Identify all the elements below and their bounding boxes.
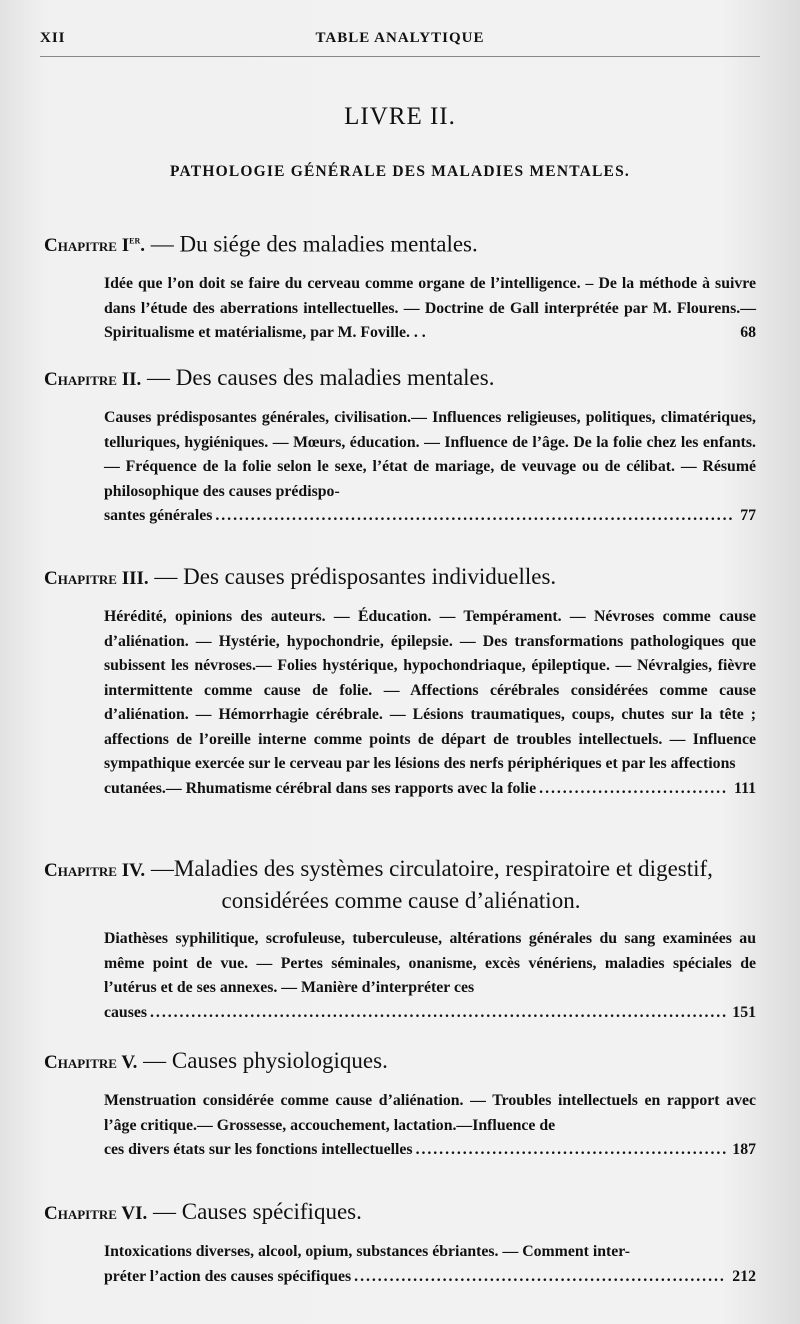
chapter-summary	[104, 1240, 756, 1289]
page-folio: XII	[40, 30, 66, 46]
chapter-title: — Du siége des maladies mentales.	[150, 231, 478, 257]
chapter-leader-dots: . .	[413, 324, 426, 342]
chapter-title-continued: considérées comme cause d’aliénation.	[221, 888, 581, 913]
chapter-entry	[44, 855, 758, 1025]
chapter-entry	[44, 1198, 758, 1289]
chapter-heading	[44, 226, 758, 260]
chapter-label: Chapitre V.	[44, 1052, 138, 1073]
chapter-heading	[44, 563, 758, 593]
running-head	[40, 30, 760, 52]
chapter-last-text: cutanées.— Rhumatisme cérébral dans ses rapports avec la folie	[104, 779, 537, 797]
chapter-page-number: 77	[740, 507, 756, 524]
chapter-last-text: causes	[104, 1003, 148, 1021]
chapter-label: Chapitre III.	[44, 568, 149, 589]
chapter-page-number: 68	[740, 324, 756, 342]
ordinal-superscript: er	[129, 233, 141, 247]
chapter-heading	[44, 1198, 758, 1228]
chapter-last-line	[104, 504, 756, 529]
chapter-heading	[44, 364, 758, 394]
chapter-title: —Maladies des systèmes circulatoire, respiratoire et digestif,	[150, 856, 713, 881]
chapter-summary	[104, 605, 756, 801]
chapter-title: — Des causes des maladies mentales.	[147, 365, 495, 390]
chapter-last-text: ces divers états sur les fonctions intellectuelles	[104, 1141, 413, 1158]
chapter-summary-text: Hérédité, opinions des auteurs. — Éducation. — Tempérament. — Névroses comme cause d’aliénation. — Hystérie, hypochondrie, épilepsie. — Des transformations pathologiques que subissent les névroses.— Folies hystérique, hypochondriaque, épileptique. — Névralgies, fièvre intermittente comme cause de folie. — Affections cérébrales considérées comme cause d’aliénation. — Hémorrhagie cérébrale. — Lésions traumatiques, coups, chutes sur la tête ; affections de l’oreille interne comme points de départ de troubles intellectuels. — Influence sympathique exercée sur le cerveau par les lésions des nerfs périphériques et par les affections	[104, 608, 756, 772]
chapter-summary	[104, 406, 756, 529]
chapter-heading	[44, 855, 758, 915]
chapter-label: Chapitre IV.	[44, 860, 146, 881]
part-title: PATHOLOGIE GÉNÉRALE DES MALADIES MENTALES.	[170, 163, 630, 180]
chapter-entry	[44, 226, 758, 346]
chapter-title: — Des causes prédisposantes individuelles.	[154, 564, 557, 589]
chapter-summary-text: Menstruation considérée comme cause d’aliénation. — Troubles intellectuels en rapport avec l’âge critique.— Grossesse, accouchement, lactation.—Influence de	[104, 1092, 756, 1134]
chapter-last-line	[104, 1265, 756, 1290]
chapter-summary	[104, 272, 756, 346]
chapter-leader-dots	[150, 1001, 726, 1026]
chapter-label: Chapitre VI.	[44, 1203, 148, 1224]
chapter-label: Chapitre II.	[44, 369, 142, 390]
chapter-last-text: préter l’action des causes spécifiques	[104, 1267, 352, 1285]
chapter-title: — Causes physiologiques.	[143, 1048, 388, 1073]
chapter-summary	[104, 927, 756, 1025]
header-rule	[40, 56, 760, 57]
chapter-label: Chapitre Ier.	[44, 233, 145, 257]
chapter-last-line	[104, 1001, 756, 1026]
chapter-last-text: santes générales	[104, 507, 213, 524]
chapter-heading	[44, 1047, 758, 1077]
chapter-entry	[44, 1047, 758, 1163]
chapter-page-number: 151	[732, 1003, 756, 1021]
chapter-last-line	[104, 1138, 756, 1163]
chapter-leader-dots	[215, 504, 734, 529]
chapter-entry	[44, 563, 758, 801]
chapter-entry	[44, 364, 758, 529]
chapter-summary	[104, 1089, 756, 1163]
chapter-last-line	[104, 777, 756, 802]
book-section-heading: LIVRE II.	[344, 103, 456, 130]
chapter-page-number: 212	[732, 1267, 756, 1285]
chapter-leader-dots	[354, 1265, 726, 1290]
chapter-leader-dots	[539, 777, 728, 802]
chapter-page-number: 111	[734, 779, 756, 797]
chapter-page-number: 187	[732, 1141, 756, 1158]
chapter-leader-dots	[416, 1138, 727, 1163]
chapter-summary-text: Idée que l’on doit se faire du cerveau comme organe de l’intelligence. – De la méthode à suivre dans l’étude des aberrations intellectuelles. — Doctrine de Gall interprétée par M. Flourens.— Spiritualisme et matérialisme, par M. Foville.	[104, 275, 756, 342]
chapter-summary-text: Diathèses syphilitique, scrofuleuse, tuberculeuse, altérations générales du sang examinées au même point de vue. — Pertes séminales, onanisme, excès vénériens, maladies spéciales de l’utérus et de ses annexes. — Manière d’interpréter ces	[104, 930, 756, 996]
running-head-title: TABLE ANALYTIQUE	[315, 30, 485, 46]
chapter-title: — Causes spécifiques.	[152, 1199, 362, 1224]
chapter-summary-text: Intoxications diverses, alcool, opium, substances ébriantes. — Comment inter-	[104, 1243, 630, 1260]
chapter-summary-text: Causes prédisposantes générales, civilisation.— Influences religieuses, politiques, climatériques, telluriques, hygiéniques. — Mœurs, éducation. — Influence de l’âge. De la folie chez les enfants. — Fréquence de la folie selon le sexe, l’état de mariage, de veuvage ou de célibat. — Résumé philosophique des causes prédispo-	[104, 409, 756, 500]
